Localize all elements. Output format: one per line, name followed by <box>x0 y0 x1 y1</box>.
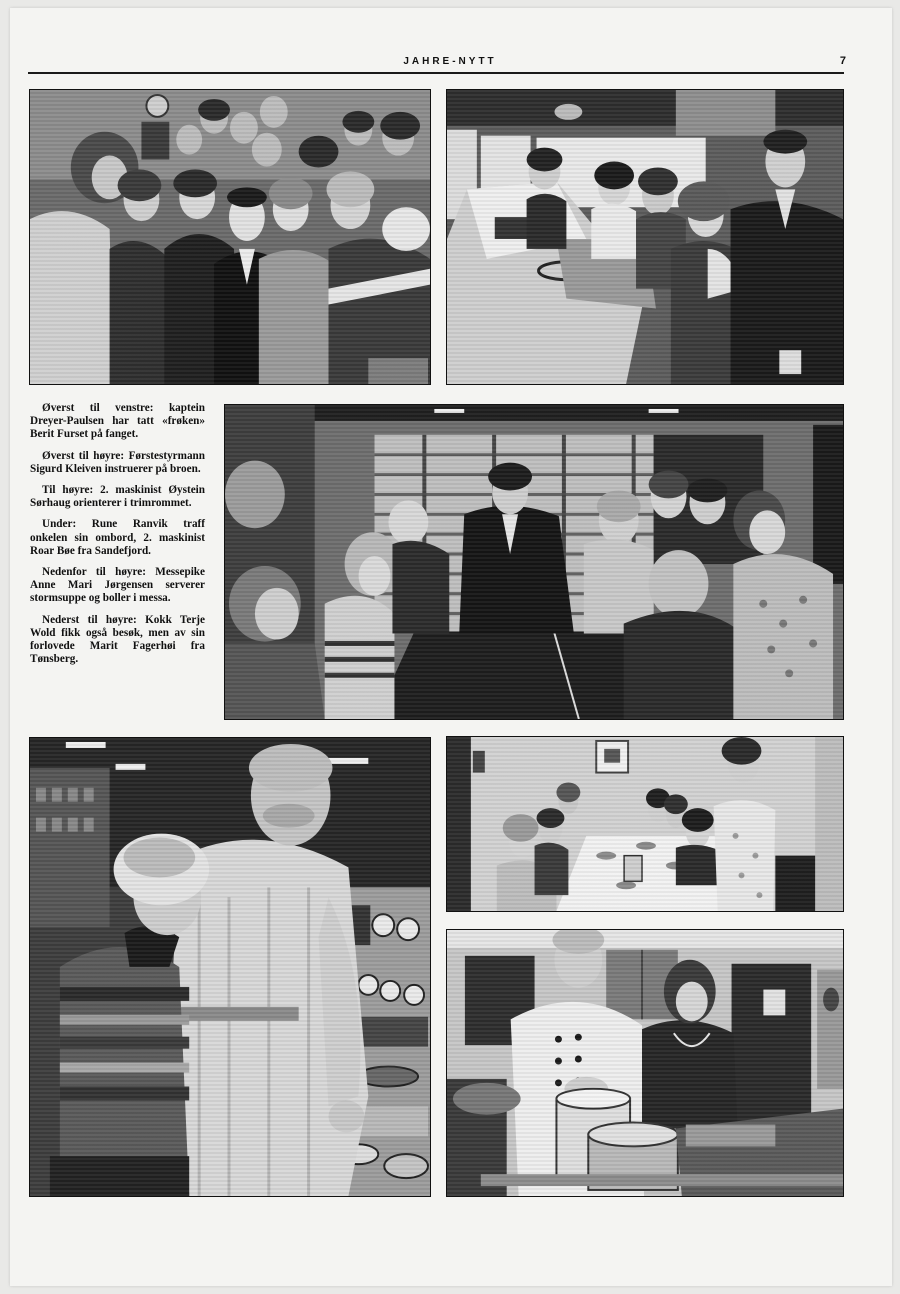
photo-engine-room-visit <box>29 737 431 1197</box>
photo-mess-serving <box>446 736 844 912</box>
photo-captions <box>30 402 205 674</box>
caption-top-right: Øverst til høyre: Førstestyrmann Sigurd Kleiven instruerer på broen. <box>30 449 205 475</box>
caption-below: Under: Rune Ranvik traff onkelen sin ombord, 2. maskinist Roar Bøe fra Sandefjord. <box>30 518 205 557</box>
page-number: 7 <box>839 55 846 67</box>
publication-title: JAHRE-NYTT <box>403 56 497 67</box>
photo-captain-with-children <box>29 89 431 385</box>
caption-right: Til høyre: 2. maskinist Øystein Sørhaug orienterer i trimrommet. <box>30 484 205 510</box>
header-rule <box>28 72 844 74</box>
caption-top-left: Øverst til venstre: kaptein Dreyer-Paulsen har tatt «frøken» Berit Furset på fanget. <box>30 402 205 441</box>
photo-galley-cook <box>446 929 844 1197</box>
photo-bridge-instruction <box>446 89 844 385</box>
caption-bottom-right: Nederst til høyre: Kokk Terje Wold fikk også besøk, men av sin forlovede Marit Fagerhøi fra Tønsberg. <box>30 613 205 666</box>
caption-lower-right: Nedenfor til høyre: Messepike Anne Mari Jørgensen serverer stormsuppe og boller i messa. <box>30 566 205 605</box>
photo-gym-orientation <box>224 404 844 720</box>
